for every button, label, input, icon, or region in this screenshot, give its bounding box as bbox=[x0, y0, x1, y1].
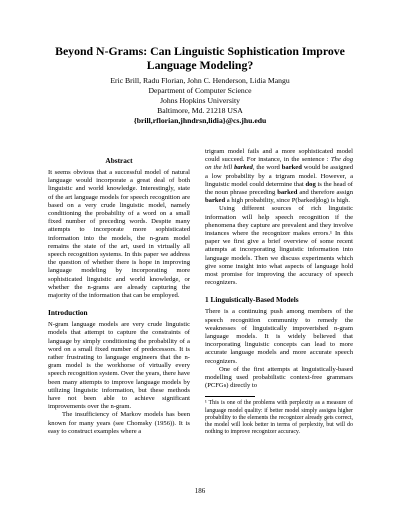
authors: Eric Brill, Radu Florian, John C. Henderson, Lidia Mangu bbox=[110, 76, 290, 85]
p1-text-e: and therefore assign bbox=[297, 189, 353, 197]
right-column bbox=[205, 148, 353, 437]
affiliation-address: Baltimore, Md. 21218 USA bbox=[157, 106, 243, 115]
affiliation-university: Johns Hopkins University bbox=[160, 96, 240, 105]
footnote-rule bbox=[205, 396, 255, 397]
author-block bbox=[30, 76, 370, 126]
title-line-1: Beyond N-Grams: Can Linguistic Sophistication Improve bbox=[55, 44, 345, 58]
bold-word-barked-3: barked bbox=[205, 197, 226, 205]
example-sentence-bold-word: barked bbox=[234, 164, 253, 172]
p1-text-f: a high probability, since P(barked|dog) is high. bbox=[225, 197, 351, 205]
abstract-heading: Abstract bbox=[105, 156, 133, 165]
paper-header bbox=[30, 44, 370, 126]
paper-title bbox=[30, 44, 370, 72]
right-paragraph-2: Using different sources of rich linguistic information will help speech recognition if the phenomena they capture are prevalent and they involve instances where the recognizer makes errors.¹ In this paper we first give a brief overview of some recent attempts at incorporating linguistic information into language models. Then we discuss experiments which give some insight into what aspects of language hold most promise for improving the accuracy of speech recognizers. bbox=[205, 205, 353, 287]
example-sentence: The dog on the hill bbox=[205, 156, 353, 172]
footnote-1: ¹ This is one of the problems with perplexity as a measure of language model quality: if better model simply assigns higher probability to the elements the recognizer already gets correct, the model will look better in terms of perplexity, but will do nothing to improve recognizer accuracy. bbox=[205, 400, 353, 436]
p1-text-c: would be assigned a low probability by a trigram model. However, a linguistic model could determine that bbox=[205, 164, 353, 188]
left-column bbox=[48, 150, 190, 436]
bold-word-barked-2: barked bbox=[277, 189, 298, 197]
abstract-text: It seems obvious that a successful model of natural language would incorporate a great deal of both linguistic and world knowledge. Interestingly, state of the art language models for speech recognition are based on a very crude linguistic model, namely conditioning the probability of a word on a small fixed number of preceding words. Despite many attempts to incorporate more sophisticated information into the models, the n-gram model remains the state of the art, used in virtually all speech recognition systems. In this paper we address the question of whether there is hope in improving language modeling by incorporating more sophisticated linguistic and world knowledge, or whether the n-grams are already capturing the majority of the information that can be employed. bbox=[48, 169, 190, 300]
section-1-paragraph-2: One of the first attempts at linguistically-based modelling used probabilistic context-free grammars (PCFGs) directly to bbox=[205, 365, 353, 390]
author-emails: {brill,rflorian,jhndrsn,lidia}@cs.jhu.edu bbox=[133, 116, 267, 125]
introduction-heading: Introduction bbox=[48, 308, 88, 318]
introduction-paragraph-1: N-gram language models are very crude linguistic models that attempt to capture the constraints of language by simply conditioning the probability of a word on a small fixed number of predecessors. It is rather frustrating to language engineers that the n-gram model is the workhorse of virtually every speech recognition system. Over the years, there have been many attempts to improve language models by utilizing linguistic information, but these methods have not been able to achieve significant improvements over the n-gram. bbox=[48, 321, 190, 411]
section-1-heading: 1 Linguistically-Based Models bbox=[205, 295, 299, 305]
p1-text-d: is the head of the noun phrase preceding bbox=[205, 180, 353, 197]
bold-word-barked-1: barked bbox=[281, 164, 302, 172]
introduction-paragraph-2: The insufficiency of Markov models has been known for many years (see Chomsky (1956)). It is easy to construct examples where a bbox=[48, 411, 190, 435]
affiliation-department: Department of Computer Science bbox=[148, 86, 252, 95]
bold-word-dog: dog bbox=[305, 180, 316, 188]
section-1-paragraph-1: There is a continuing push among members of the speech recognition community to remedy the weaknesses of linguistically impoverished n-gram language models. It is widely believed that incorporating linguistic concepts can lead to more accurate language models and more accurate speech recognizers. bbox=[205, 308, 353, 365]
right-paragraph-1 bbox=[205, 148, 353, 205]
p1-text-b: , the word bbox=[252, 164, 282, 172]
p1-text-a: trigram model fails and a more sophisticated model could succeed. For instance, in the sentence : bbox=[205, 148, 353, 164]
page-number: 186 bbox=[194, 487, 206, 495]
title-line-2: Language Modeling? bbox=[146, 58, 254, 72]
